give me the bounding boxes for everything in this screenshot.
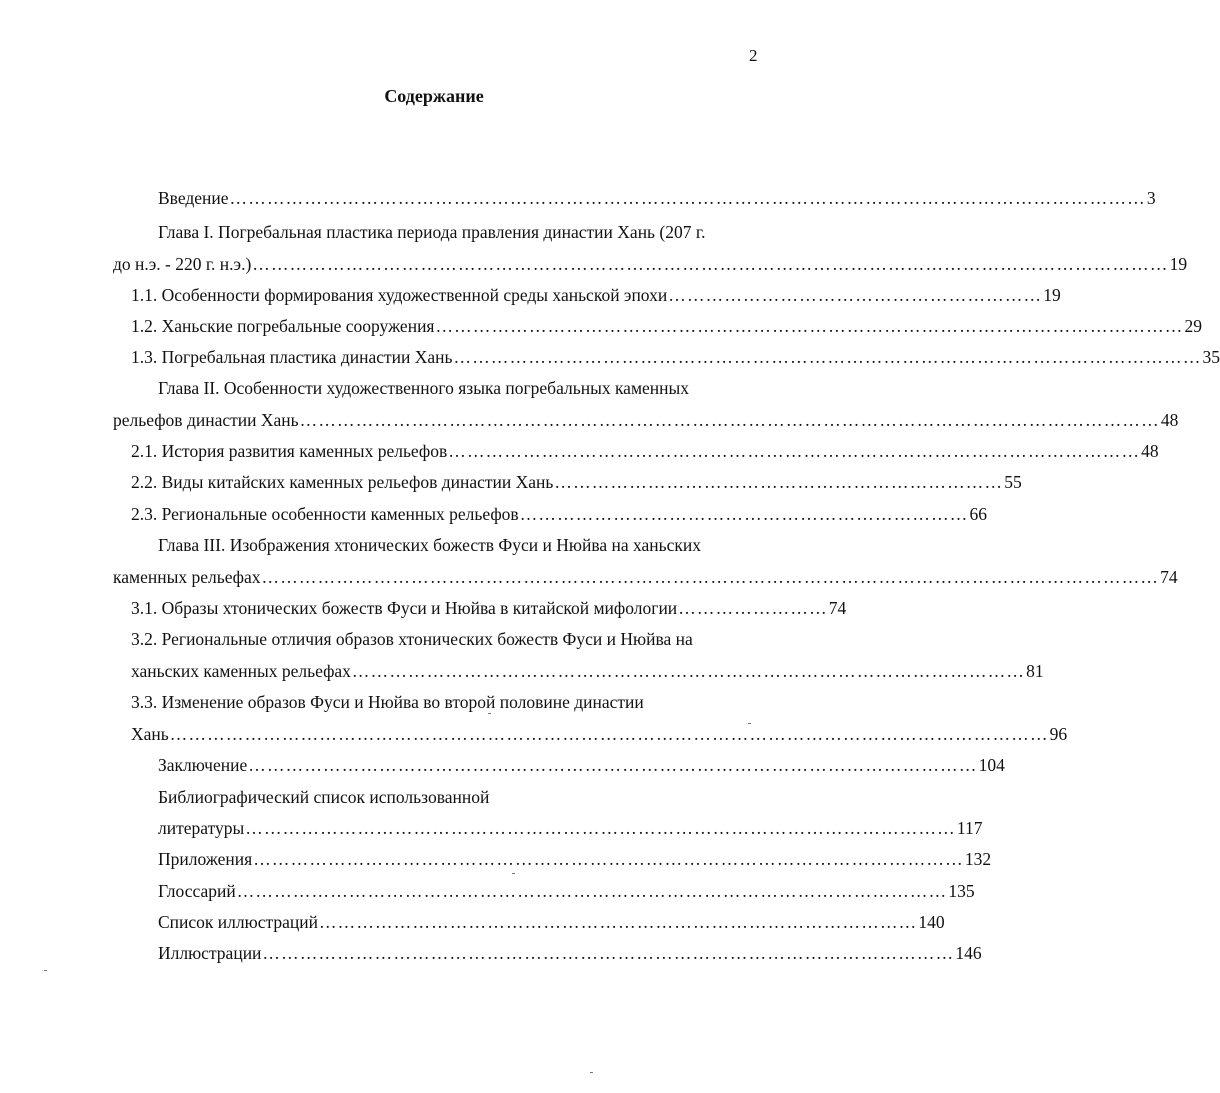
toc-page: 55 [1004, 472, 1022, 492]
toc-page: 48 [1141, 441, 1159, 461]
leader-dots: ………………………………………………………………………………………………………………………………… [252, 254, 1169, 274]
toc-page: 74 [828, 598, 847, 618]
toc-entry-appendices [158, 848, 992, 870]
toc-entry-3-3 [131, 723, 1068, 745]
toc-label: 2.1. История развития каменных рельефов [131, 441, 448, 461]
scan-speck [488, 713, 491, 714]
toc-page: 81 [1026, 661, 1044, 681]
toc-entry-introduction [158, 187, 1156, 209]
leader-dots: ………………………………………………………………………………………………… [262, 943, 955, 963]
toc-page: 35 [1202, 347, 1220, 367]
toc-label: Приложения [158, 849, 253, 869]
toc-label: каменных рельефах [113, 567, 261, 587]
leader-dots: …………………………………………………………………………………… [318, 912, 918, 932]
leader-dots: ………………………………………………………………………………………………………… [453, 347, 1202, 367]
toc-page: 140 [918, 912, 945, 932]
toc-label: 2.2. Виды китайских каменных рельефов династии Хань [131, 472, 554, 492]
toc-label: 1.1. Особенности формирования художественной среды ханьской эпохи [131, 285, 668, 305]
toc-page: 96 [1049, 724, 1068, 744]
leader-dots: ……………………………………………………………………………………………………… [248, 755, 978, 775]
scan-speck [590, 1072, 593, 1073]
toc-entry-conclusion [158, 754, 1005, 776]
leader-dots: ……………………………………………………………… [519, 504, 969, 524]
toc-label: литературы [158, 818, 245, 838]
toc-entry-chapter-3 [113, 566, 1178, 588]
toc-label: Заключение [158, 755, 248, 775]
leader-dots: ………………………………………………………………………………………………………………………………… [229, 188, 1146, 208]
toc-chapter-heading: Глава II. Особенности художественного языка погребальных каменных [158, 378, 690, 398]
leader-dots: ……………………………………………………………… [554, 472, 1004, 492]
leader-dots: …………………………………………………………………………………………………………………………… [169, 724, 1049, 744]
leader-dots: ……………………………………………………………………………………………………………………………… [261, 567, 1160, 587]
toc-label: 1.3. Погребальная пластика династии Хань [131, 347, 453, 367]
toc-section-heading: Библиографический список использованной [158, 787, 490, 807]
toc-entry-2-3 [131, 503, 988, 525]
leader-dots: …………………………………………………… [668, 285, 1043, 305]
leader-dots: …………………………………………………………………………………………………… [245, 818, 956, 838]
leader-dots: ……………………………………………………………………………………………… [351, 661, 1026, 681]
page-title: Содержание [384, 86, 484, 106]
toc-page: 3 [1146, 188, 1156, 208]
leader-dots: …………………… [678, 598, 828, 618]
toc-label: до н.э. - 220 г. н.э.) [113, 254, 252, 274]
toc-chapter-heading: Глава I. Погребальная пластика периода правления династии Хань (207 г. [158, 222, 706, 242]
toc-page: 19 [1169, 254, 1188, 274]
toc-page: 19 [1043, 285, 1061, 305]
toc-entry-chapter-1 [113, 253, 1188, 275]
scan-speck [748, 723, 751, 724]
toc-section-heading: 3.3. Изменение образов Фуси и Нюйва во второй половине династии [131, 692, 644, 712]
scan-speck [44, 970, 47, 971]
toc-page: 66 [969, 504, 988, 524]
toc-page: 29 [1184, 316, 1202, 336]
toc-entry-1-3 [131, 346, 1220, 368]
leader-dots: …………………………………………………………………………………………………… [236, 881, 948, 901]
toc-entry-glossary [158, 880, 975, 902]
toc-page: 74 [1160, 567, 1178, 587]
page-number: 2 [749, 46, 758, 65]
leader-dots: ………………………………………………………………………………………………………… [435, 316, 1184, 336]
leader-dots: …………………………………………………………………………………………………… [253, 849, 964, 869]
toc-page: 132 [964, 849, 992, 869]
leader-dots: ………………………………………………………………………………………………………………………… [299, 410, 1160, 430]
toc-page: 146 [955, 943, 982, 963]
toc-label: Глоссарий [158, 881, 236, 901]
scan-speck [512, 873, 515, 874]
toc-label: Хань [131, 724, 169, 744]
toc-entry-2-1 [131, 440, 1159, 462]
toc-section-heading: 3.2. Региональные отличия образов хтонических божеств Фуси и Нюйва на [131, 629, 693, 649]
toc-page: 117 [956, 818, 983, 838]
toc-label: 1.2. Ханьские погребальные сооружения [131, 316, 435, 336]
toc-entry-2-2 [131, 471, 1022, 493]
toc-label: рельефов династии Хань [113, 410, 299, 430]
toc-label: Список иллюстраций [158, 912, 318, 932]
toc-page: 48 [1160, 410, 1179, 430]
toc-entry-3-1 [131, 597, 847, 619]
toc-label: Введение [158, 188, 229, 208]
toc-page: 135 [948, 881, 975, 901]
toc-entry-chapter-2 [113, 409, 1179, 431]
toc-label: 3.1. Образы хтонических божеств Фуси и Нюйва в китайской мифологии [131, 598, 678, 618]
toc-entry-illustrations [158, 942, 982, 964]
toc-entry-list-of-illustrations [158, 911, 945, 933]
toc-entry-1-1 [131, 284, 1061, 306]
toc-entry-3-2 [131, 660, 1044, 682]
toc-label: Иллюстрации [158, 943, 262, 963]
toc-entry-bibliography [158, 817, 983, 839]
toc-page: 104 [978, 755, 1005, 775]
toc-entry-1-2 [131, 315, 1202, 337]
leader-dots: ………………………………………………………………………………………………… [448, 441, 1141, 461]
toc-label: ханьских каменных рельефах [131, 661, 351, 681]
toc-chapter-heading: Глава III. Изображения хтонических божеств Фуси и Нюйва на ханьских [158, 535, 702, 555]
toc-label: 2.3. Региональные особенности каменных рельефов [131, 504, 519, 524]
